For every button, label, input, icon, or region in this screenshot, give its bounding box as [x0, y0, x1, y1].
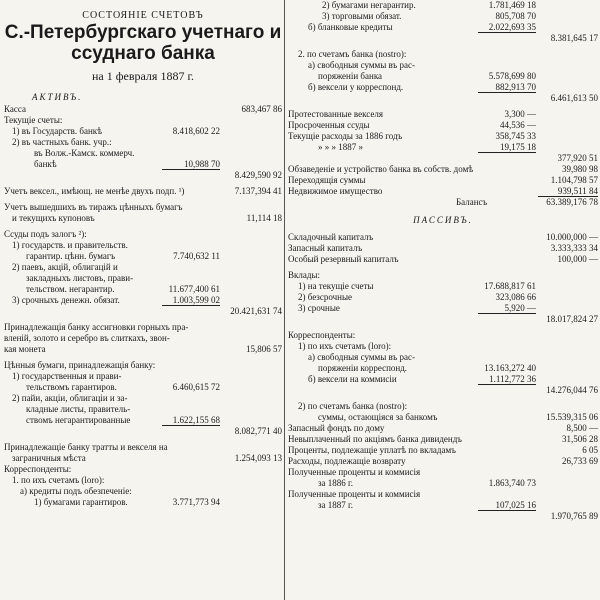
row-total: 1.254,093 13 — [234, 453, 282, 463]
section-aktiv: АКТИВЪ. — [32, 92, 83, 102]
row-total: 377,920 51 — [557, 153, 598, 163]
row-label: Проценты, подлежащіе уплатѣ по вкладамъ — [288, 445, 456, 455]
row-label: Складочный капиталъ — [288, 232, 374, 242]
ledger-row — [4, 148, 282, 159]
row-label: Принадлежащіе банку тратты и векселя на — [4, 442, 168, 452]
row-label: ствомъ негарантированные — [26, 415, 131, 425]
ledger-row — [4, 404, 282, 415]
row-amount: 3.771,773 94 — [172, 497, 220, 507]
ledger-row — [288, 500, 598, 511]
row-label: банкѣ — [34, 159, 57, 169]
row-total: 939,511 84 — [557, 186, 598, 196]
row-total: 1.970,765 89 — [550, 511, 598, 521]
row-amount: 358,745 33 — [495, 131, 536, 141]
ledger-row — [4, 273, 282, 284]
row-label: Обзаведеніе и устройство банка въ собств. домѣ — [288, 164, 474, 174]
ledger-row — [288, 109, 598, 120]
row-total: 8.429,590 92 — [234, 170, 282, 180]
row-total: 100,000 — — [557, 254, 598, 264]
row-total: 11,114 18 — [246, 213, 282, 223]
row-total: 18.017,824 27 — [546, 314, 598, 324]
ledger-row — [4, 202, 282, 213]
ledger-row — [4, 464, 282, 475]
ledger-row — [288, 456, 598, 467]
row-amount: 1.622,155 68 — [172, 415, 220, 425]
report-date: на 1 февраля 1887 г. — [91, 69, 195, 83]
row-label: 1) на текущіе счеты — [298, 281, 374, 291]
row-label: 3) торговыми обязат. — [322, 11, 402, 21]
ledger-row — [4, 137, 282, 148]
row-total: 39,980 98 — [562, 164, 598, 174]
left-column — [4, 0, 282, 508]
ledger-row — [288, 314, 598, 325]
row-label: кладные листы, правитель- — [26, 404, 131, 414]
row-label: вленій, золото и серебро въ слиткахъ, звон- — [4, 333, 170, 343]
ledger-row — [4, 213, 282, 224]
row-label: за 1887 г. — [318, 500, 353, 510]
ledger-row — [4, 382, 282, 393]
ledger-row — [288, 303, 598, 314]
ledger-row — [288, 511, 598, 522]
ledger-row — [4, 306, 282, 317]
ledger-row — [288, 423, 598, 434]
row-label: и текущихъ купоновъ — [12, 213, 95, 223]
row-label: б) бланковые кредиты — [308, 22, 393, 32]
ledger-row — [288, 363, 598, 374]
row-amount: 107,025 16 — [495, 500, 536, 510]
row-label: тельством. негарантир. — [26, 284, 115, 294]
row-label: Переходящія суммы — [288, 175, 366, 185]
ledger-row — [288, 93, 598, 104]
row-total: 683,467 86 — [241, 104, 282, 114]
row-label: Текущіе счеты: — [4, 115, 63, 125]
ledger-row — [288, 186, 598, 197]
ledger-row — [288, 341, 598, 352]
row-label: Особый резервный капиталъ — [288, 254, 399, 264]
ledger-row — [288, 153, 598, 164]
ledger-row — [288, 60, 598, 71]
row-amount: 13.163,272 40 — [484, 363, 536, 373]
row-label: 3) срочныхъ денежн. обязат. — [12, 295, 120, 305]
row-total: 14.276,044 76 — [546, 385, 598, 395]
row-label: 1. по ихъ счетамъ (loro): — [12, 475, 105, 485]
row-label: 2) паевъ, акцій, облигацій и — [12, 262, 118, 272]
ledger-row — [288, 82, 598, 93]
ledger-row — [4, 240, 282, 251]
ledger-row — [288, 434, 598, 445]
ledger-row — [4, 322, 282, 333]
row-label: поряженіи банка — [318, 71, 383, 81]
row-label: Учетъ вышедшихъ въ тиражъ цѣнныхъ бумагъ — [4, 202, 183, 212]
row-label: Запасный фондъ по дому — [288, 423, 385, 433]
row-label: а) свободныя суммы въ рас- — [308, 60, 415, 70]
row-label: 1) государств. и правительств. — [12, 240, 128, 250]
row-amount: 17.688,817 61 — [484, 281, 536, 291]
ledger-row — [288, 489, 598, 500]
row-amount: 6.460,615 72 — [172, 382, 220, 392]
ledger-row — [4, 360, 282, 371]
row-amount: 11.677,400 61 — [168, 284, 220, 294]
ledger-row — [288, 131, 598, 142]
row-total: 8,500 — — [566, 423, 598, 433]
row-label: Невыплаченный по акціямъ банка дивидендъ — [288, 434, 462, 444]
ledger-row — [4, 453, 282, 464]
row-label: Полученные проценты и коммисія — [288, 467, 421, 477]
ledger-row — [4, 442, 282, 453]
row-total: 8.381,645 17 — [550, 33, 598, 43]
ledger-row — [288, 292, 598, 303]
ledger-row — [4, 284, 282, 295]
row-amount: 19,175 18 — [500, 142, 536, 152]
row-amount: 882,913 70 — [495, 82, 536, 92]
ledger-row — [288, 254, 598, 265]
ledger-row — [288, 352, 598, 363]
row-total: 15.539,315 06 — [546, 412, 598, 422]
row-amount: 10,988 70 — [184, 159, 220, 169]
row-label: Касса — [4, 104, 26, 114]
ledger-row — [4, 393, 282, 404]
ledger-row — [4, 159, 282, 170]
ledger-row — [4, 115, 282, 126]
row-amount: 8.418,602 22 — [172, 126, 220, 136]
title-line-1: С.-Петербургскаго учетнаго и — [4, 22, 282, 43]
ledger-row — [288, 478, 598, 489]
row-label: 1) по ихъ счетамъ (loro): — [298, 341, 392, 351]
row-label: кая монета — [4, 344, 46, 354]
balance-label: Балансъ — [456, 197, 488, 207]
row-label: 1) бумагами гарантиров. — [34, 497, 128, 507]
column-divider — [284, 0, 285, 600]
row-label: въ Волж.-Камск. коммерч. — [34, 148, 135, 158]
ledger-row — [288, 49, 598, 60]
row-total: 3.333,333 34 — [550, 243, 598, 253]
ledger-row — [288, 33, 598, 44]
ledger-row — [4, 415, 282, 426]
row-amount: 1.112,772 36 — [489, 374, 536, 384]
ledger-row — [4, 295, 282, 306]
row-label: Вклады: — [288, 270, 320, 280]
row-amount: 44,536 — — [500, 120, 536, 130]
ledger-row — [288, 175, 598, 186]
ledger-row — [288, 412, 598, 423]
ledger-row — [4, 229, 282, 240]
row-total: 20.421,631 74 — [230, 306, 282, 316]
row-total: 10.000,000 — — [546, 232, 598, 242]
row-label: 2) по счетамъ банка (nostro): — [298, 401, 408, 411]
row-total: 15,806 57 — [246, 344, 282, 354]
row-amount: 3,300 — — [504, 109, 536, 119]
row-label: Протестованные векселя — [288, 109, 383, 119]
row-label: б) вексели у корреспонд. — [308, 82, 404, 92]
row-total: 8.082,771 40 — [234, 426, 282, 436]
right-column — [288, 0, 598, 522]
ledger-row — [4, 426, 282, 437]
row-label: 1) въ Государств. банкѣ — [12, 126, 103, 136]
ledger-row — [4, 344, 282, 355]
row-total: 1.104,798 57 — [550, 175, 598, 185]
ledger-row — [288, 22, 598, 33]
ledger-row — [288, 142, 598, 153]
ledger-row — [288, 445, 598, 456]
row-label: 3) срочные — [298, 303, 340, 313]
row-amount: 7.740,632 11 — [173, 251, 220, 261]
row-label: а) свободныя суммы въ рас- — [308, 352, 415, 362]
row-label: закладныхъ листовъ, прави- — [26, 273, 134, 283]
ledger-row — [4, 251, 282, 262]
ledger-row — [288, 0, 598, 11]
row-label: Ссуды подъ залогъ ²): — [4, 229, 87, 239]
row-amount: 5,920 — — [504, 303, 536, 313]
row-label: 2. по счетамъ банка (nostro): — [298, 49, 407, 59]
row-label: заграничныя мѣста — [12, 453, 86, 463]
row-amount: 1.781,469 18 — [488, 0, 536, 10]
row-total: 26,733 69 — [562, 456, 598, 466]
ledger-row — [4, 371, 282, 382]
row-label: за 1886 г. — [318, 478, 353, 488]
ledger-row — [288, 385, 598, 396]
row-label: Цѣнныя бумаги, принадлежащія банку: — [4, 360, 156, 370]
ledger-row — [4, 486, 282, 497]
ledger-row — [288, 401, 598, 412]
ledger-row — [4, 262, 282, 273]
row-label: Полученные проценты и коммисія — [288, 489, 421, 499]
row-total: 6 05 — [582, 445, 598, 455]
section-passiv: ПАССИВЪ. — [413, 215, 473, 225]
ledger-row — [4, 497, 282, 508]
ledger-row — [4, 104, 282, 115]
ledger-row — [4, 475, 282, 486]
ledger-row — [4, 126, 282, 137]
ledger-row — [288, 120, 598, 131]
ledger-row — [288, 71, 598, 82]
row-label: 2) безсрочные — [298, 292, 353, 302]
title-line-2: ссуднаго банка — [71, 43, 215, 64]
ledger-row — [4, 170, 282, 181]
ledger-row — [288, 243, 598, 254]
row-label: б) вексели на коммисіи — [308, 374, 397, 384]
ledger-row — [4, 186, 282, 197]
ledger-row — [288, 330, 598, 341]
ledger-row — [288, 197, 598, 208]
row-total: 6.461,613 50 — [550, 93, 598, 103]
ledger-row — [288, 270, 598, 281]
balance-total: 63.389,176 78 — [546, 197, 598, 207]
row-amount: 5.578,699 80 — [488, 71, 536, 81]
row-label: 2) пайи, акціи, облигаціи и за- — [12, 393, 128, 403]
row-label: поряженіи корреспонд. — [318, 363, 408, 373]
ledger-row — [288, 11, 598, 22]
row-label: 1) государственныя и прави- — [12, 371, 122, 381]
row-label: тельствомъ гарантиров. — [26, 382, 117, 392]
row-label: Недвижимое имущество — [288, 186, 383, 196]
row-label: Корреспонденты: — [288, 330, 356, 340]
row-label: а) кредиты подъ обезпеченіе: — [20, 486, 132, 496]
row-amount: 323,086 66 — [495, 292, 536, 302]
row-label: Принадлежащія банку ассигновки горныхъ пра- — [4, 322, 189, 332]
row-total: 31,506 28 — [562, 434, 598, 444]
ledger-row — [288, 281, 598, 292]
ledger-row — [288, 232, 598, 243]
row-label: Учетъ вексел., имѣющ. не менѣе двухъ подп. ¹) — [4, 186, 185, 196]
title-small: СОСТОЯНІЕ СЧЕТОВЪ — [82, 10, 204, 21]
row-amount: 1.863,740 73 — [488, 478, 536, 488]
row-label: Запасный капиталъ — [288, 243, 363, 253]
row-label: Текущіе расходы за 1886 годъ — [288, 131, 403, 141]
row-label: Корреспонденты: — [4, 464, 72, 474]
row-amount: 805,708 70 — [495, 11, 536, 21]
row-label: » » » 1887 » — [318, 142, 363, 152]
row-amount: 1.003,599 02 — [172, 295, 220, 305]
ledger-row — [288, 467, 598, 478]
ledger-row — [4, 333, 282, 344]
ledger-row — [288, 164, 598, 175]
row-label: гарантир. цѣнн. бумагъ — [26, 251, 116, 261]
row-label: 2) въ частныхъ банк. учр.: — [12, 137, 112, 147]
row-label: суммы, остающіяся за банкомъ — [318, 412, 438, 422]
row-label: Просроченныя ссуды — [288, 120, 370, 130]
ledger-row — [288, 374, 598, 385]
row-label: Расходы, подлежащіе возврату — [288, 456, 406, 466]
row-label: 2) бумагами негарантир. — [322, 0, 416, 10]
row-amount: 2.022,693 35 — [488, 22, 536, 32]
row-total: 7.137,394 41 — [234, 186, 282, 196]
